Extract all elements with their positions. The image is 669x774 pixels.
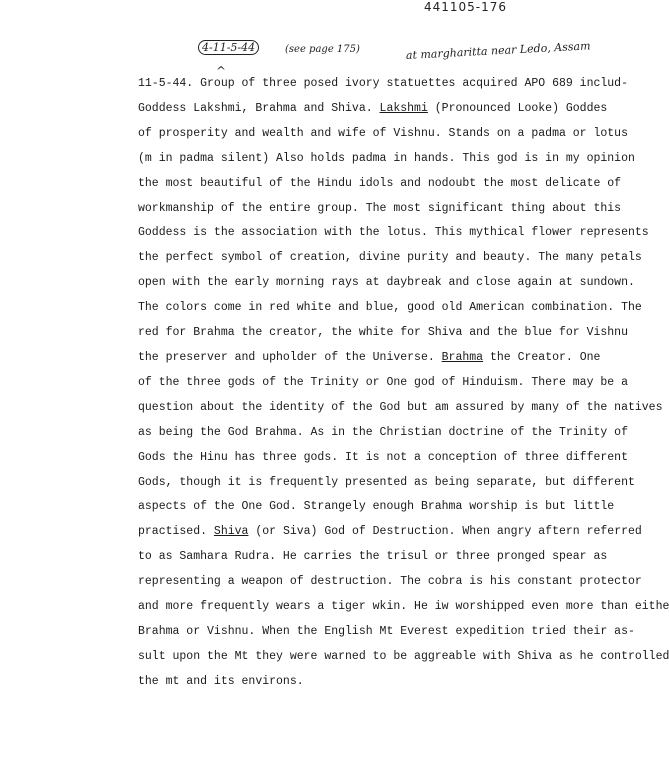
accession-number: 441105-176: [424, 0, 508, 14]
text-line: [138, 296, 642, 321]
text-line: [138, 595, 669, 620]
text-line: [138, 645, 669, 670]
text-segment: (or Siva) God of Destruction. When angry aftern referred: [248, 525, 642, 539]
date-note-circled: 4-11-5-44: [198, 40, 259, 55]
underlined-heading: Shiva: [213, 525, 249, 539]
text-line: [138, 221, 649, 246]
text-line: [138, 172, 622, 197]
text-segment: to as Samhara Rudra. He carries the trisul or three pronged spear as: [138, 550, 608, 564]
text-segment: the perfect symbol of creation, divine purity and beauty. The many petals: [138, 251, 642, 265]
text-line: [138, 396, 663, 421]
text-line: [138, 321, 628, 346]
text-segment: sult upon the Mt they were warned to be aggreable with Shiva as he controlled: [138, 649, 669, 663]
text-segment: representing a weapon of destruction. The cobra is his constant protector: [138, 575, 642, 589]
text-line: [138, 197, 622, 222]
underlined-heading: Brahma: [441, 350, 484, 364]
text-segment: red for Brahma the creator, the white for Shiva and the blue for Vishnu: [138, 326, 628, 340]
text-segment: the Creator. One: [483, 350, 601, 364]
underlined-heading: Lakshmi: [379, 101, 428, 115]
handwritten-date-note: [198, 41, 259, 54]
text-line: [138, 271, 635, 296]
typed-body-text: [138, 72, 669, 695]
text-line: [138, 97, 608, 122]
text-segment: the mt and its environs.: [138, 674, 304, 688]
page-reference-note: (see page 175): [285, 44, 360, 55]
text-line: [138, 620, 635, 645]
text-segment: (m in padma silent) Also holds padma in hands. This god is in my opinion: [138, 151, 635, 165]
text-segment: The colors come in red white and blue, good old American combination. The: [138, 301, 642, 315]
text-line: [138, 122, 628, 147]
text-segment: workmanship of the entire group. The most significant thing about this: [138, 201, 622, 215]
text-line: [138, 495, 615, 520]
text-line: [138, 72, 628, 97]
text-segment: Gods, though it is frequently presented as being separate, but different: [138, 475, 635, 489]
insertion-caret: ^: [216, 64, 227, 78]
text-segment: open with the early morning rays at daybreak and close again at sundown.: [138, 276, 635, 290]
text-segment: and more frequently wears a tiger wkin. He iw worshipped even more than eithe: [138, 600, 669, 614]
text-segment: the preserver and upholder of the Universe.: [138, 350, 442, 364]
text-line: [138, 371, 628, 396]
text-segment: 11-5-44. Group of three posed ivory statuettes acquired APO 689 includ-: [138, 77, 628, 90]
text-segment: as being the God Brahma. As in the Christian doctrine of the Trinity of: [138, 425, 628, 439]
text-segment: aspects of the One God. Strangely enough Brahma worship is but little: [138, 500, 615, 514]
text-line: [138, 246, 642, 271]
text-line: [138, 446, 628, 471]
text-line: [138, 570, 642, 595]
text-line: [138, 147, 635, 172]
text-line: [138, 421, 628, 446]
text-segment: practised.: [138, 525, 214, 539]
location-note: at margharitta near Ledo, Assam: [405, 39, 591, 62]
text-line: [138, 545, 608, 570]
text-segment: Goddess is the association with the lotus. This mythical flower represents: [138, 226, 649, 240]
text-segment: of the three gods of the Trinity or One god of Hinduism. There may be a: [138, 375, 628, 389]
text-segment: Goddess Lakshmi, Brahma and Shiva.: [138, 101, 380, 115]
text-segment: the most beautiful of the Hindu idols and nodoubt the most delicate of: [138, 176, 622, 190]
text-segment: (Pronounced Looke) Goddes: [427, 101, 608, 115]
text-segment: question about the identity of the God but am assured by many of the natives: [138, 400, 663, 414]
text-segment: Gods the Hinu has three gods. It is not a conception of three different: [138, 450, 628, 464]
text-line: [138, 471, 635, 496]
text-line: [138, 520, 642, 545]
text-segment: Brahma or Vishnu. When the English Mt Everest expedition tried their as-: [138, 624, 635, 638]
text-segment: of prosperity and wealth and wife of Vishnu. Stands on a padma or lotus: [138, 126, 628, 140]
text-line: [138, 670, 600, 695]
text-line: [138, 346, 600, 371]
